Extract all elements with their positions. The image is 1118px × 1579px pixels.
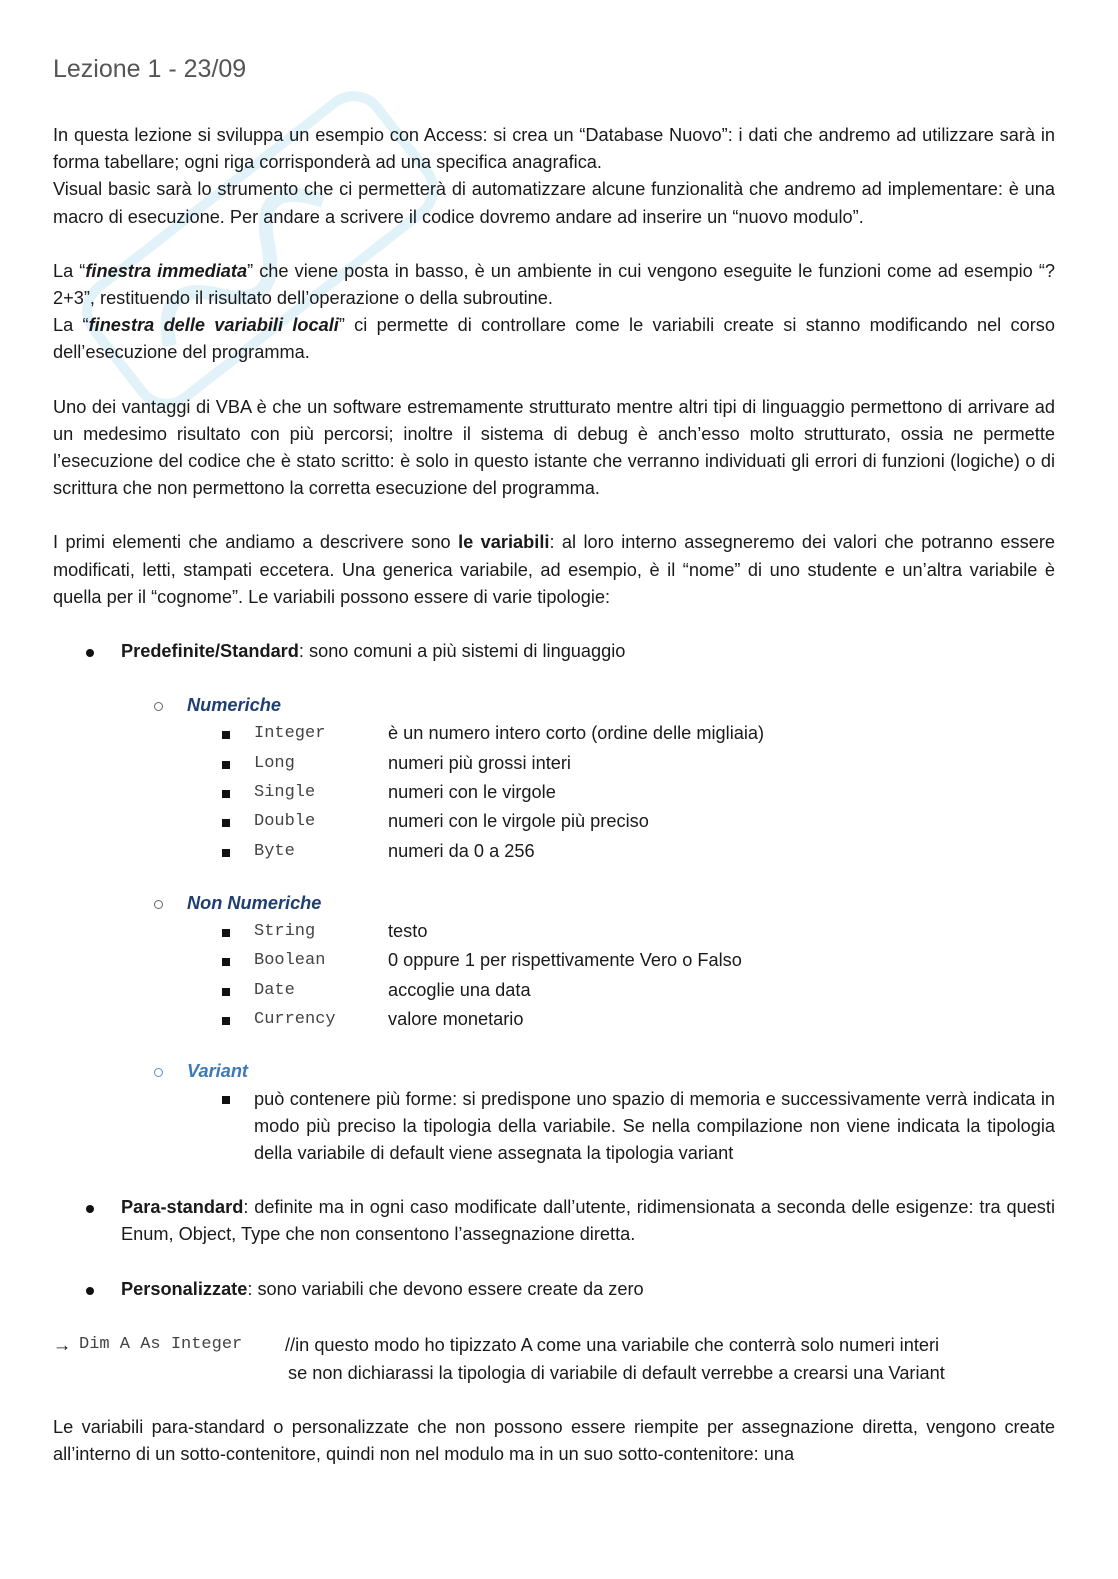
type-name: Date	[254, 980, 295, 1000]
code-example-line	[53, 1331, 1055, 1359]
list-item-predefinite: Predefinite/Standard: sono comuni a più sistemi di linguaggio	[53, 638, 1055, 665]
type-name: Single	[254, 783, 316, 803]
sublist-heading-variant: Variant	[53, 1058, 1055, 1085]
code-statement: Dim A As Integer	[79, 1334, 243, 1354]
square-bullet-icon	[222, 731, 230, 739]
type-name: String	[254, 922, 316, 942]
type-list-item	[53, 807, 1055, 836]
type-description: testo	[388, 921, 428, 942]
intro-paragraph-1: In questa lezione si sviluppa un esempio con Access: si crea un “Database Nuovo”: i dati che andremo ad utilizzare sarà in forma tabellare; ogni riga corrisponderà ad una specifica anagrafica.	[53, 125, 1055, 173]
type-list-item	[53, 837, 1055, 866]
document-content	[53, 52, 1055, 1468]
code-comment-line-2	[53, 1359, 1055, 1387]
square-bullet-icon	[222, 849, 230, 857]
type-list-item	[53, 946, 1055, 975]
square-bullet-icon	[222, 790, 230, 798]
locals-window-term: finestra delle variabili locali	[88, 315, 339, 336]
variables-paragraph: I primi elementi che andiamo a descrivere sono le variabili: al loro interno assegneremo dei valori che potranno essere modificati, letti, stampati eccetera. Una generica variabile, ad esempio, è il “nome” di uno studente e un’altra variabile è quella per il “cognome”. Le variabili possono essere di varie tipologie:	[53, 532, 1055, 607]
type-description: accoglie una data	[388, 979, 531, 1000]
square-bullet-icon	[222, 958, 230, 966]
square-bullet-icon	[222, 929, 230, 937]
sublist-heading-numeriche: Numeriche	[53, 692, 1055, 719]
variant-description: può contenere più forme: si predispone uno spazio di memoria e successivamente verrà indicata in modo più preciso la tipologia della variabile. Se nella compilazione non viene indicata la tipologia della variabile di default viene assegnata la tipologia variant	[53, 1086, 1055, 1168]
sublist-heading-non-numeriche: Non Numeriche	[53, 890, 1055, 917]
bullet-icon	[86, 1287, 94, 1295]
square-bullet-icon	[222, 1096, 230, 1104]
type-name: Boolean	[254, 951, 326, 971]
type-description: 0 oppure 1 per rispettivamente Vero o Falso	[388, 950, 742, 971]
square-bullet-icon	[222, 761, 230, 769]
type-name: Long	[254, 753, 295, 773]
type-list-item	[53, 1005, 1055, 1034]
intro-paragraph-2: Visual basic sarà lo strumento che ci permetterà di automatizzare alcune funzionalità che andremo ad implementare: è una macro di esecuzione. Per andare a scrivere il codice dovremo andare ad inserire un “nuovo modulo”.	[53, 179, 1055, 227]
immediate-window-term: finestra immediata	[85, 260, 248, 281]
immediate-window-paragraph: La “finestra immediata” che viene posta in basso, è un ambiente in cui vengono eseguite le funzioni come ad esempio “?2+3”, restituendo il risultato dell’operazione o della subroutine.	[53, 260, 1055, 309]
vba-paragraph: Uno dei vantaggi di VBA è che un software estremamente strutturato mentre altri tipi di linguaggio permettono di arrivare ad un medesimo risultato con più percorsi; inoltre il sistema di debug è anch’esso molto strutturato, ossia ne permette l’esecuzione del codice che è stato scritto: è solo in questo istante che verranno individuati gli errori di funzioni (logiche) o di scrittura che non permettono la corretta esecuzione del programma.	[53, 396, 1055, 499]
code-comment-1: //in questo modo ho tipizzato A come una variabile che conterrà solo numeri interi	[285, 1334, 940, 1355]
type-name: Byte	[254, 841, 295, 861]
variables-term: le variabili	[458, 532, 550, 553]
circle-bullet-icon	[154, 1068, 163, 1077]
list-item-personalizzate: Personalizzate: sono variabili che devono essere create da zero	[53, 1276, 1055, 1303]
non-numeriche-list	[53, 917, 1055, 1034]
type-list-item	[53, 719, 1055, 748]
bullet-icon	[86, 649, 94, 657]
type-list-item	[53, 917, 1055, 946]
final-paragraph: Le variabili para-standard o personalizzate che non possono essere riempite per assegnazione diretta, vengono create all’interno di un sotto-contenitore, quindi non nel modulo ma in un suo sotto-contenitore: una	[53, 1416, 1055, 1464]
type-name: Currency	[254, 1010, 336, 1030]
type-name: Integer	[254, 724, 326, 744]
square-bullet-icon	[222, 1017, 230, 1025]
circle-bullet-icon	[154, 900, 163, 909]
numeriche-list	[53, 719, 1055, 865]
type-description: numeri più grossi interi	[388, 752, 571, 773]
type-description: è un numero intero corto (ordine delle migliaia)	[388, 723, 765, 744]
bullet-icon	[86, 1205, 94, 1213]
type-description: numeri con le virgole	[388, 782, 556, 803]
type-description: numeri con le virgole più preciso	[388, 811, 649, 832]
circle-bullet-icon	[154, 702, 163, 711]
square-bullet-icon	[222, 819, 230, 827]
type-list-item	[53, 778, 1055, 807]
code-comment-2: se non dichiarassi la tipologia di variabile di default verrebbe a crearsi una Variant	[288, 1362, 945, 1383]
page-title: Lezione 1 - 23/09	[53, 55, 247, 83]
type-list-item	[53, 976, 1055, 1005]
type-description: numeri da 0 a 256	[388, 840, 535, 861]
type-name: Double	[254, 812, 316, 832]
type-list-item	[53, 749, 1055, 778]
type-description: valore monetario	[388, 1009, 524, 1030]
locals-window-paragraph: La “finestra delle variabili locali” ci permette di controllare come le variabili create si stanno modificando nel corso dell’esecuzione del programma.	[53, 315, 1055, 363]
list-item-para-standard: Para-standard: definite ma in ogni caso modificate dall’utente, ridimensionata a seconda delle esigenze: tra questi Enum, Object, Type che non consentono l’assegnazione diretta.	[53, 1194, 1055, 1248]
square-bullet-icon	[222, 988, 230, 996]
arrow-right-icon: →	[53, 1334, 72, 1355]
